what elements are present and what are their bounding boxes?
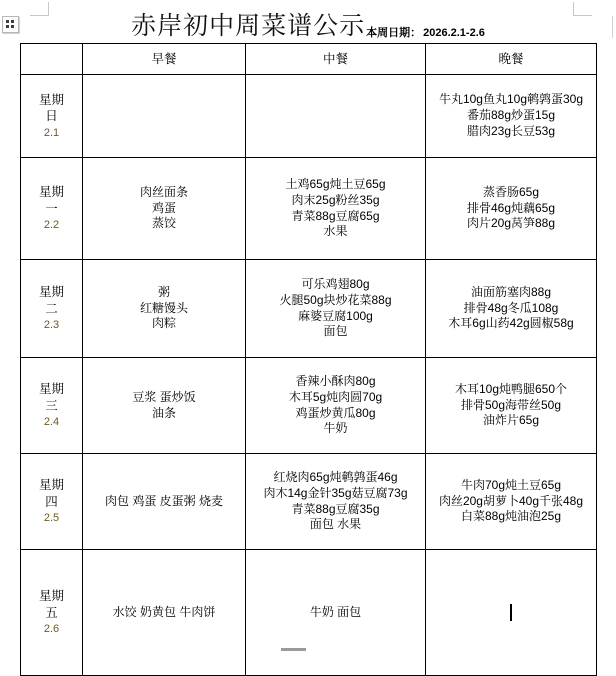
menu-line: 肉粽 [151,316,176,331]
menu-line: 香辣小酥肉80g [295,373,376,388]
menu-line: 水果 [323,224,348,239]
day-date: 2.5 [43,512,60,525]
breakfast-cell[interactable] [83,550,246,676]
breakfast-cell[interactable] [83,454,246,550]
week-date-value: 2026.2.1-2.6 [423,27,485,39]
dinner-cell[interactable] [426,550,597,676]
table-row[interactable] [21,550,597,676]
header-cell-dinner: 晚餐 [426,44,597,75]
table-row[interactable] [21,454,597,550]
weekly-menu-table[interactable] [20,43,597,676]
menu-line: 豆浆 蛋炒饭 [132,389,196,404]
weekday-line2: 日 [45,109,58,124]
column-resize-indicator[interactable] [281,648,306,651]
menu-line: 肉末25g粉丝35g [291,192,380,207]
header-cell-breakfast: 早餐 [83,44,246,75]
title-row [0,6,616,42]
menu-line: 肉片20g莴笋88g [466,216,556,231]
table-row[interactable] [21,158,597,260]
menu-line: 面包 [323,324,348,339]
text-caret [510,604,512,621]
breakfast-cell[interactable] [83,260,246,358]
day-date: 2.3 [43,319,60,332]
menu-line: 牛肉70g炖土豆65g [460,477,562,492]
menu-line: 排骨50g海带丝50g [460,397,562,412]
menu-line: 青菜88g豆腐35g [291,501,380,516]
day-cell [21,358,83,454]
day-cell [21,550,83,676]
lunch-cell[interactable] [246,75,426,158]
menu-line: 排骨48g冬瓜108g [463,300,559,315]
weekday-line2: 三 [45,398,58,413]
lunch-cell[interactable] [246,550,426,676]
weekday-line1: 星期 [38,285,64,300]
weekday-line2: 四 [45,494,58,509]
dinner-cell[interactable] [426,358,597,454]
menu-line: 红烧肉65g炖鹌鹑蛋46g [273,469,398,484]
menu-line: 可乐鸡翅80g [301,276,370,291]
menu-line: 鸡蛋炒黄瓜80g [295,405,376,420]
menu-line: 红糖馒头 [139,300,188,315]
menu-line: 蒸饺 [151,216,176,231]
page-title: 赤岸初中周菜谱公示 [131,11,366,40]
header-cell-lunch: 中餐 [246,44,426,75]
menu-line: 木耳10g炖鸭腿650个 [454,381,568,396]
lunch-cell[interactable] [246,260,426,358]
menu-line: 木耳5g炖肉圆70g [288,389,383,404]
breakfast-cell[interactable] [83,358,246,454]
header-cell-blank [21,44,83,75]
breakfast-cell[interactable] [83,75,246,158]
menu-line: 番茄88g炒蛋15g [466,108,556,123]
day-cell [21,75,83,158]
menu-line: 油条 [151,405,176,420]
menu-line: 蒸香肠65g [482,184,540,199]
weekday-line1: 星期 [38,382,64,397]
menu-line: 青菜88g豆腐65g [291,208,380,223]
day-date: 2.2 [43,219,60,232]
weekday-line2: 五 [45,605,58,620]
menu-line: 肉包 鸡蛋 皮蛋粥 烧麦 [104,493,223,508]
menu-line: 水饺 奶黄包 牛肉饼 [112,604,216,619]
lunch-cell[interactable] [246,454,426,550]
weekday-line2: 一 [45,201,58,216]
lunch-cell[interactable] [246,358,426,454]
menu-line: 面包 水果 [309,517,362,532]
table-row[interactable] [21,358,597,454]
weekday-line2: 二 [45,301,58,316]
day-date: 2.4 [43,416,60,429]
menu-line: 牛丸10g鱼丸10g鹌鹑蛋30g [438,92,584,107]
week-date-label-text: 本周日期： [366,27,422,39]
table-row[interactable] [21,260,597,358]
day-cell [21,454,83,550]
menu-line: 牛奶 面包 [309,604,362,619]
day-date: 2.1 [43,126,60,139]
breakfast-cell[interactable] [83,158,246,260]
dinner-cell[interactable] [426,260,597,358]
menu-line: 腊肉23g长豆53g [466,123,556,138]
menu-line: 麻婆豆腐100g [298,308,373,323]
menu-line: 土鸡65g炖土豆65g [285,176,386,191]
lunch-cell[interactable] [246,158,426,260]
weekday-line1: 星期 [38,92,64,107]
menu-line: 排骨46g炖藕65g [466,200,556,215]
day-date: 2.6 [43,623,60,636]
menu-line: 牛奶 [323,421,348,436]
weekday-line1: 星期 [38,478,64,493]
menu-line: 油面筋塞肉88g [470,284,552,299]
dinner-cell[interactable] [426,75,597,158]
menu-line: 粥 [157,284,170,299]
table-row[interactable] [21,75,597,158]
dinner-cell[interactable] [426,158,597,260]
menu-line: 肉木14g金针35g菇豆腐73g [263,485,408,500]
menu-line: 白菜88g炖油泡25g [460,509,562,524]
table-header-row [21,44,597,75]
day-cell [21,158,83,260]
menu-line: 油炸片65g [482,413,540,428]
menu-line: 鸡蛋 [151,200,176,215]
menu-line: 火腿50g块炒花菜88g [279,292,392,307]
menu-line: 肉丝面条 [139,184,188,199]
day-cell [21,260,83,358]
dinner-cell[interactable] [426,454,597,550]
weekday-line1: 星期 [38,185,64,200]
menu-line: 木耳6g山药42g圆椒58g [448,316,574,331]
menu-line: 肉丝20g胡萝卜40g千张48g [438,493,584,508]
weekday-line1: 星期 [38,589,64,604]
week-date-label [366,27,485,39]
